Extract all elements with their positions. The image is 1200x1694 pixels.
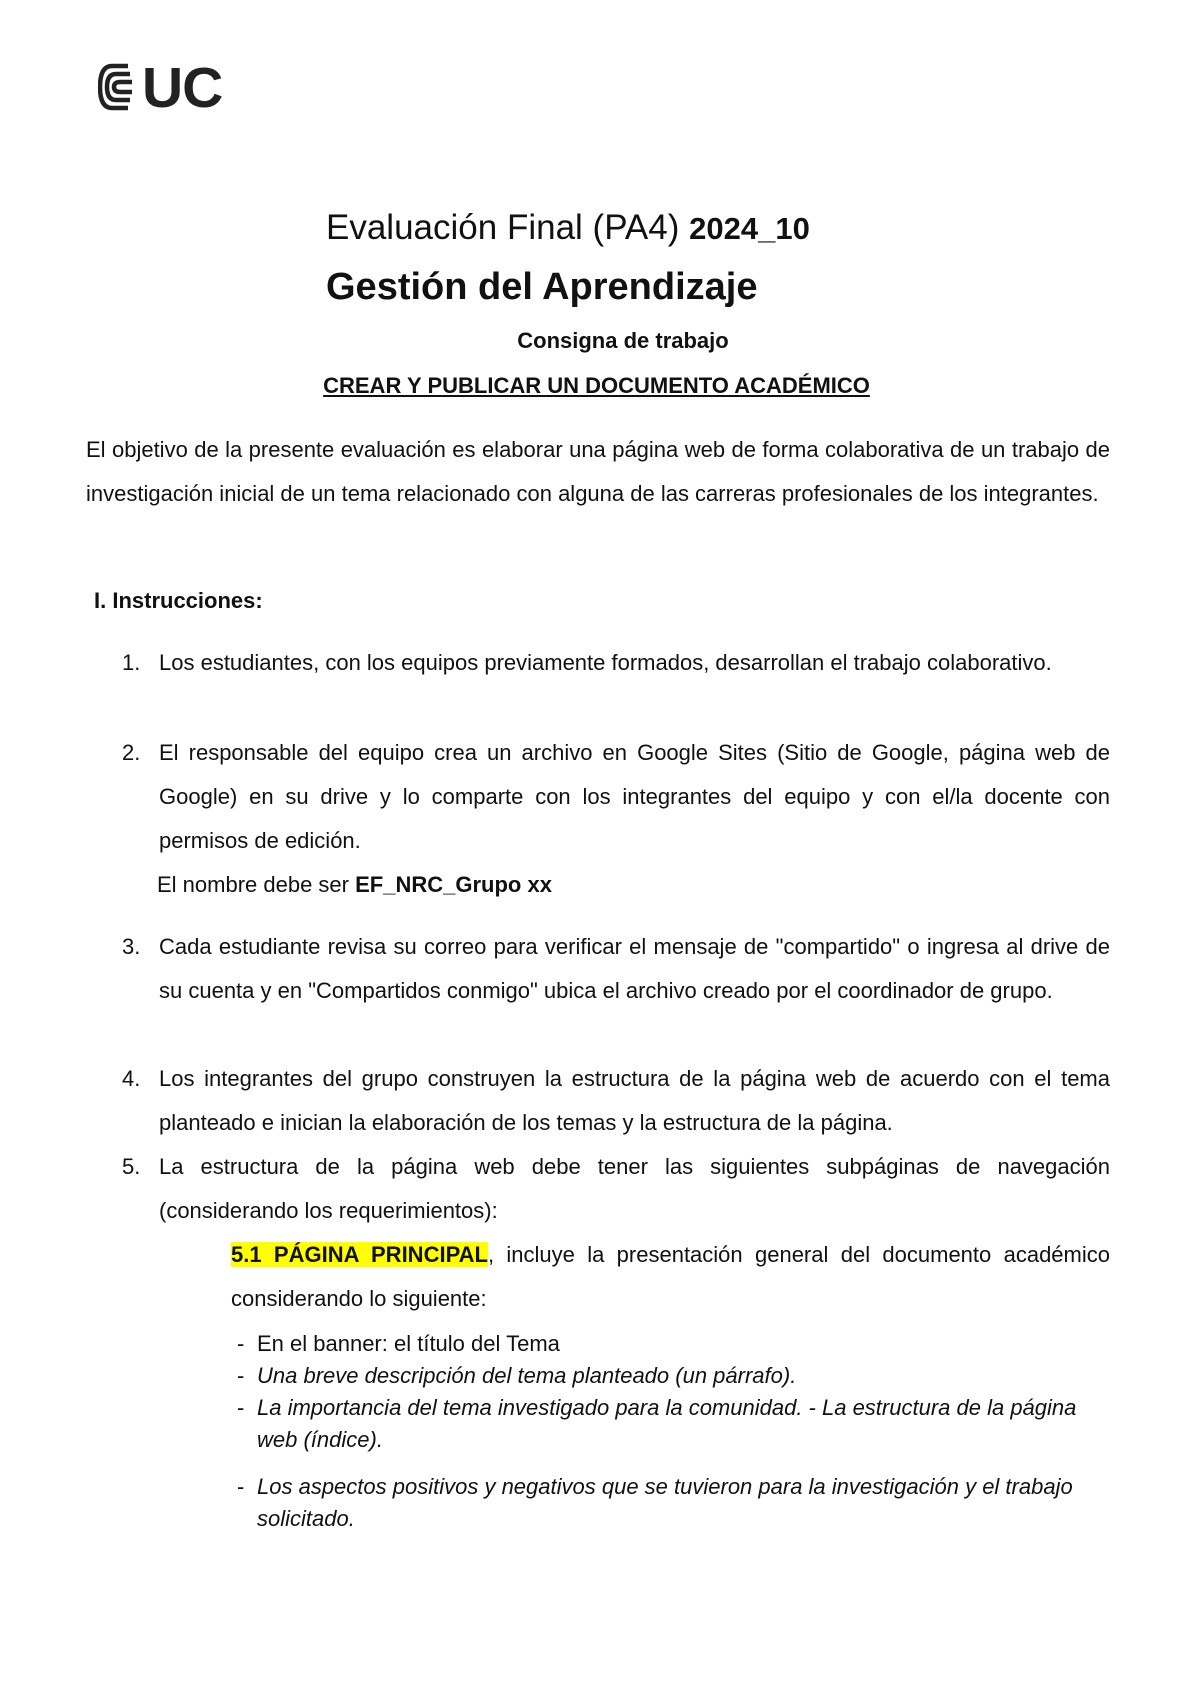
- list-item: Los estudiantes, con los equipos previamente formados, desarrollan el trabajo colaborativo.: [159, 650, 1052, 675]
- bullet-dash: -: [237, 1474, 245, 1499]
- bullet-dash: -: [237, 1331, 245, 1356]
- bullet-item: [237, 1392, 1107, 1456]
- bullet-item: [237, 1360, 1107, 1392]
- name-note: [157, 863, 552, 907]
- title-main: Evaluación Final (PA4): [326, 208, 690, 247]
- objective-paragraph: El objetivo de la presente evaluación es elaborar una página web de forma colaborativa de un trabajo de investigación inicial de un tema relacionado con alguna de las carreras profesionales de los integrantes.: [86, 437, 1110, 506]
- list-item: Cada estudiante revisa su correo para verificar el mensaje de "compartido" o ingresa al drive de su cuenta y en "Compartidos conmigo" ubica el archivo creado por el coordinador de grupo.: [159, 934, 1110, 1003]
- bullet-dash: -: [237, 1395, 245, 1420]
- list-item: Los integrantes del grupo construyen la estructura de la página web de acuerdo con el tema planteado e inician la elaboración de los temas y la estructura de la página.: [159, 1066, 1110, 1135]
- bullet-text: Una breve descripción del tema planteado (un párrafo).: [257, 1363, 797, 1388]
- list-item: La estructura de la página web debe tener las siguientes subpáginas de navegación (considerando los requerimientos):: [159, 1154, 1110, 1223]
- document-title: [326, 206, 810, 251]
- item-number: 1.: [122, 650, 141, 675]
- item-number: 3.: [122, 934, 141, 959]
- assignment-heading: CREAR Y PUBLICAR UN DOCUMENTO ACADÉMICO: [323, 373, 870, 398]
- subsection-text: , incluye la presentación general del documento académico considerando lo siguiente:: [231, 1242, 1110, 1311]
- bullet-item: [237, 1471, 1107, 1535]
- svg-text:UC: UC: [142, 62, 223, 112]
- bullet-text: En el banner: el título del Tema: [257, 1331, 560, 1356]
- subsection-paragraph: [231, 1233, 1110, 1321]
- section-title: I. Instrucciones:: [94, 588, 263, 613]
- list-item: El responsable del equipo crea un archivo en Google Sites (Sitio de Google, página web de Google) en su drive y lo comparte con los integrantes del equipo y con el/la docente con permisos de edición.: [159, 740, 1110, 853]
- item-number: 4.: [122, 1066, 141, 1091]
- subsection-label: 5.1 PÁGINA PRINCIPAL: [231, 1242, 488, 1267]
- course-title: Gestión del Aprendizaje: [326, 266, 758, 308]
- bullet-dash: -: [237, 1363, 245, 1388]
- uc-logo: [98, 62, 260, 112]
- bullet-text: Los aspectos positivos y negativos que se tuvieron para la investigación y el trabajo solicitado.: [257, 1474, 1073, 1531]
- item-number: 2.: [122, 740, 141, 765]
- item-number: 5.: [122, 1154, 141, 1179]
- bullet-item: [237, 1328, 1107, 1360]
- name-note-value: EF_NRC_Grupo xx: [355, 872, 552, 897]
- title-year: 2024_10: [689, 211, 810, 246]
- bullet-text: La importancia del tema investigado para la comunidad. - La estructura de la página web (índice).: [257, 1395, 1077, 1452]
- uc-logo-icon: [98, 62, 260, 112]
- consigna-label: Consigna de trabajo: [517, 328, 729, 353]
- name-note-prefix: El nombre debe ser: [157, 872, 356, 897]
